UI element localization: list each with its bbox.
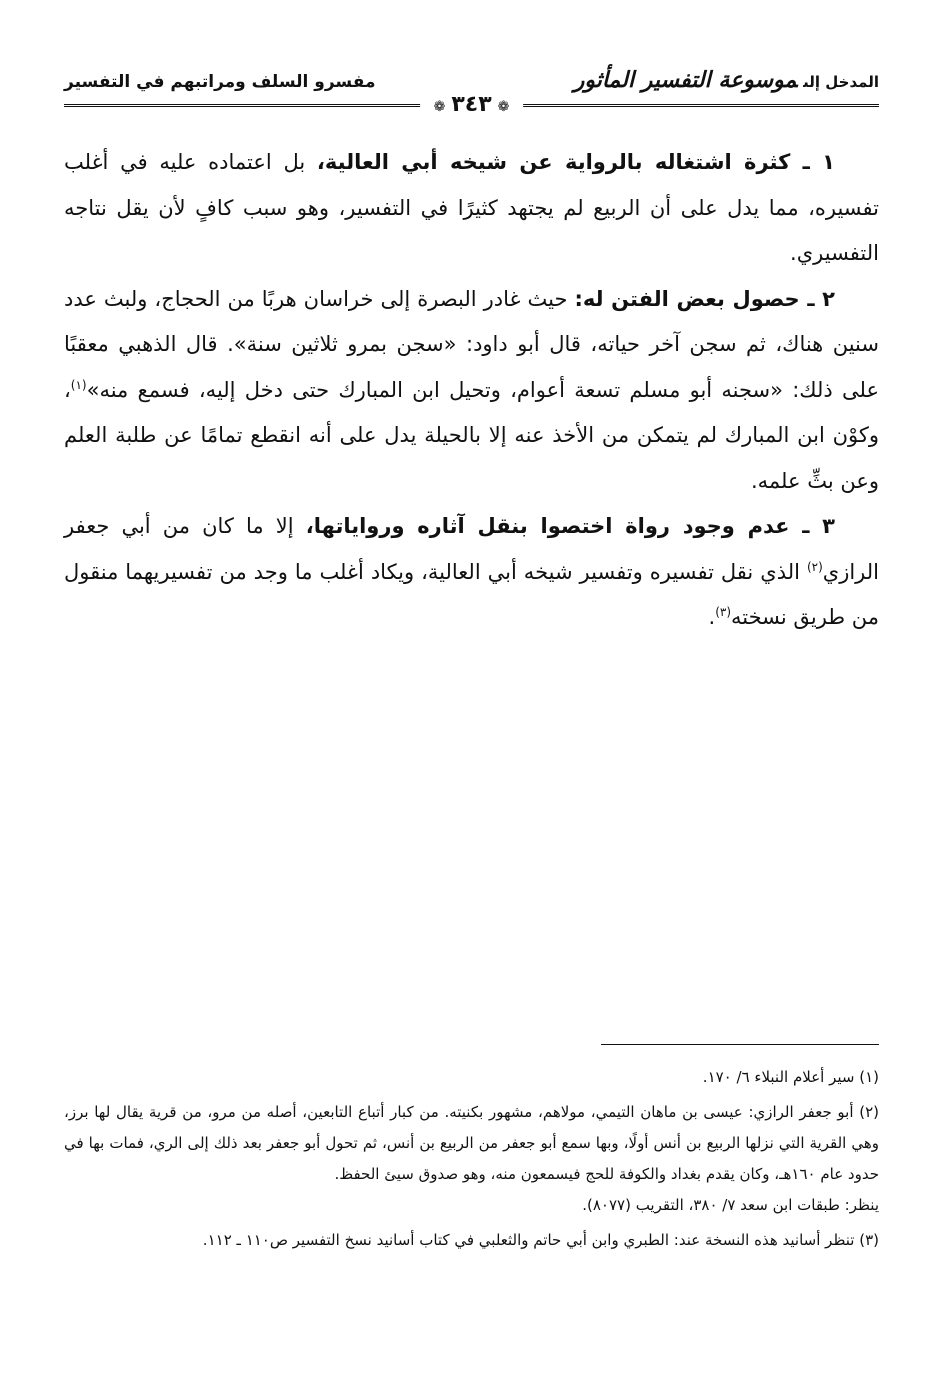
- page-number: [420, 92, 524, 117]
- paragraph-body: حيث غادر البصرة إلى خراسان هربًا من الحجاج، ولبث عدد سنين هناك، ثم سجن آخر حياته، قال أبو داود: «سجن بمرو ثلاثين سنة». قال الذهبي معقبًا على ذلك: «سجنه أبو مسلم تسعة أعوام، وتحيل ابن المبارك حتى دخل إليه، فسمع منه»: [64, 286, 879, 402]
- paragraph-2: [64, 277, 879, 505]
- paragraph-3: [64, 504, 879, 641]
- footnote-3: (٣) تنظر أسانيد هذه النسخة عند: الطبري وابن أبي حاتم والثعلبي في كتاب أسانيد نسخ التفسير ص١١٠ ـ ١١٢.: [202, 1231, 879, 1249]
- footnote-2: (٢) أبو جعفر الرازي: عيسى بن ماهان التيمي، مولاهم، مشهور بكنيته. من كبار أتباع التابعين، أصله من مرو، من قرية يقال لها برز، وهي القرية التي نزلها الربيع بن أنس أولًا، وبها سمع أبو جعفر من الربيع بن أنس، ثم تحول أبو جعفر بعد ذلك إلى الري، فمات بها في حدود عام ١٦٠هـ، وكان يقدم بغداد والكوفة للحج فيسمعون منه، وهو صدوق سيئ الحفظ.: [64, 1103, 879, 1183]
- book-title-calligraphy: موسوعة التفسير المأثور: [573, 68, 798, 93]
- main-text: [64, 140, 879, 641]
- footnotes: [64, 1062, 879, 1256]
- paragraph-lead: ٢ ـ حصول بعض الفتن له:: [574, 286, 835, 311]
- page-number-value: ٣٤٣: [451, 92, 492, 117]
- chapter-title: مفسرو السلف ومراتبهم في التفسير: [64, 72, 376, 92]
- footnote-2-source: ينظر: طبقات ابن سعد ٧/ ٣٨٠، التقريب (٨٠٧٧).: [582, 1196, 879, 1214]
- ornament-icon: ❁: [497, 99, 510, 115]
- footnote-ref-3[interactable]: (٣): [715, 605, 732, 619]
- footnote-1: (١) سير أعلام النبلاء ٦/ ١٧٠.: [702, 1068, 879, 1086]
- book-title-prefix: المدخل إلى: [803, 73, 879, 91]
- paragraph-body: الذي نقل تفسيره وتفسير شيخه أبي العالية، ويكاد أغلب ما وجد من تفسيريهما منقول من طريق نسخته: [64, 559, 879, 629]
- footnote-divider: [601, 1044, 879, 1045]
- paragraph-body: ، وكوْن ابن المبارك لم يتمكن من الأخذ عنه إلا بالحيلة يدل على أنه انقطع تمامًا عن طلبة العلم وعن بثِّ علمه.: [64, 377, 879, 493]
- ornament-icon: ❁: [433, 99, 446, 115]
- running-header: [64, 62, 879, 117]
- paragraph-lead: ١ ـ كثرة اشتغاله بالرواية عن شيخه أبي العالية،: [316, 150, 835, 174]
- book-title: [574, 68, 879, 93]
- paragraph-lead: ٣ ـ عدم وجود رواة اختصوا بنقل آثاره ورواياتها،: [305, 514, 835, 538]
- paragraph-1: [64, 140, 879, 277]
- paragraph-body: إلا ما كان من أبي جعفر الرازي: [64, 514, 879, 584]
- footnote-ref-1[interactable]: (١): [70, 377, 87, 392]
- paragraph-body: .: [708, 605, 716, 629]
- footnote-ref-2[interactable]: (٢): [806, 559, 823, 574]
- paragraph-body: بل اعتماده عليه في أغلب تفسيره، مما يدل على أن الربيع لم يجتهد كثيرًا في التفسير، وهو سبب كافٍ لأن يقل نتاجه التفسيري.: [64, 150, 879, 265]
